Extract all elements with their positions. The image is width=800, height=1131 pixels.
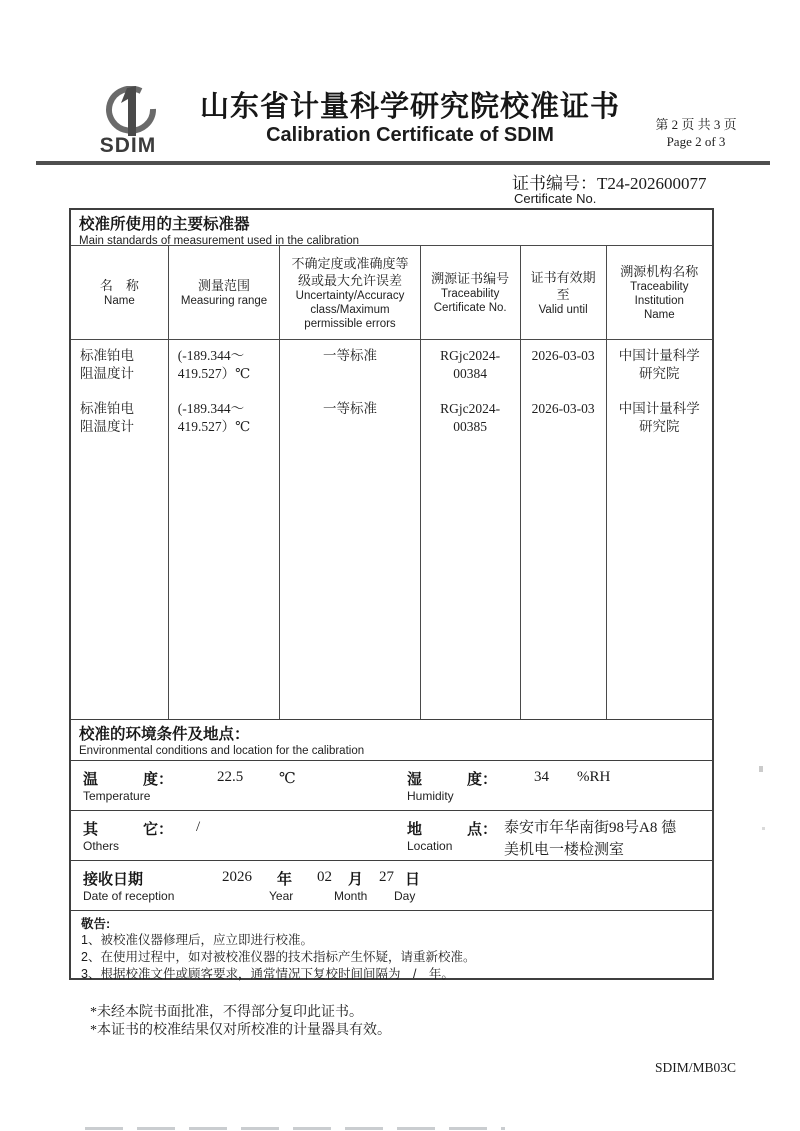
reception-month: 02 bbox=[317, 869, 332, 885]
standards-table bbox=[69, 208, 714, 980]
footer-note: *本证书的校准结果仅对所校准的计量器具有效。 bbox=[90, 1023, 391, 1038]
humidity-label-en: Humidity bbox=[407, 789, 454, 803]
document-code: SDIM/MB03C bbox=[655, 1060, 737, 1075]
humidity-value: 34 bbox=[534, 769, 549, 785]
col-header-institution: 溯源机构名称 Traceability Institution Name bbox=[606, 246, 712, 339]
table-row-cell: 2026-03-03 bbox=[520, 393, 606, 449]
empty-cell bbox=[606, 449, 712, 719]
table-row-cell: 一等标准 bbox=[279, 393, 419, 449]
table-header-row bbox=[71, 245, 712, 339]
table-row-cell: 标准铂电 阻温度计 bbox=[80, 401, 134, 434]
environment-title-en: Environmental conditions and location for the calibration bbox=[79, 745, 365, 757]
environment-title-zh: 校准的环境条件及地点： bbox=[79, 726, 250, 743]
certificate-number-label: 证书编号： bbox=[512, 174, 597, 193]
empty-cell bbox=[520, 449, 606, 719]
table-row-cell: (-189.344～ 419.527）℃ bbox=[168, 393, 280, 449]
notice-section bbox=[71, 910, 712, 982]
table-body bbox=[71, 339, 712, 719]
certificate-number-label-en: Certificate No. bbox=[514, 191, 597, 206]
empty-cell bbox=[420, 449, 520, 719]
reception-month-unit: 月 bbox=[348, 871, 364, 888]
footer-note: *未经本院书面批准，不得部分复印此证书。 bbox=[90, 1005, 363, 1020]
col-header-name: 名 称 Name bbox=[99, 278, 139, 307]
reception-day-en: Day bbox=[394, 889, 416, 903]
humidity-label: 湿 度： bbox=[407, 771, 498, 788]
table-row-cell: 中国计量科学 研究院 bbox=[606, 393, 712, 449]
location-value-line1: 泰安市年华南街98号A8 德 bbox=[504, 820, 677, 836]
reception-date-row bbox=[71, 860, 712, 910]
notice-item: 3、根据校准文件或顾客要求，通常情况下复校时间间隔为 / 年。 bbox=[81, 967, 454, 981]
reception-year-unit: 年 bbox=[277, 871, 293, 888]
page-number-en: Page 2 of 3 bbox=[666, 134, 726, 149]
page-number-zh: 第 2 页 共 3 页 bbox=[655, 117, 737, 132]
page-number bbox=[642, 116, 750, 150]
col-header-valid-until: 证书有效期 至 Valid until bbox=[520, 246, 606, 339]
table-row-cell: 中国计量科学 研究院 bbox=[606, 340, 712, 393]
temperature-label-en: Temperature bbox=[83, 789, 151, 803]
reception-month-en: Month bbox=[334, 889, 368, 903]
footer-notes bbox=[90, 1004, 391, 1040]
col-header-uncertainty: 不确定度或准确度等 级或最大允许误差 Uncertainty/Accuracy class/Maximum permissible errors bbox=[279, 246, 419, 339]
header-divider bbox=[36, 161, 770, 165]
location-label-en: Location bbox=[407, 839, 453, 853]
notice-title: 敬告: bbox=[81, 917, 111, 931]
empty-cell bbox=[168, 449, 280, 719]
reception-day: 27 bbox=[379, 869, 394, 885]
col-header-traceability-cert: 溯源证书编号 Traceability Certificate No. bbox=[420, 246, 520, 339]
temperature-label: 温 度： bbox=[83, 771, 174, 788]
reception-day-unit: 日 bbox=[405, 871, 421, 888]
temperature-humidity-row bbox=[71, 760, 712, 810]
scan-artifact bbox=[85, 1127, 505, 1130]
humidity-unit: %RH bbox=[577, 769, 611, 785]
notice-item: 1、被校准仪器修理后，应立即进行校准。 bbox=[81, 933, 313, 947]
environment-section-title bbox=[71, 719, 712, 760]
reception-year-en: Year bbox=[269, 889, 294, 903]
notice-item: 2、在使用过程中，如对被校准仪器的技术指标产生怀疑，请重新校准。 bbox=[81, 950, 476, 964]
table-row-cell: (-189.344～ 419.527）℃ bbox=[168, 340, 280, 393]
table-row-cell: 2026-03-03 bbox=[520, 340, 606, 393]
reception-label-en: Date of reception bbox=[83, 889, 175, 903]
location-value-line2: 美机电一楼检测室 bbox=[504, 842, 625, 858]
table-row-cell: 标准铂电 阻温度计 bbox=[80, 348, 134, 381]
scan-artifact bbox=[762, 827, 765, 830]
standards-title-zh: 校准所使用的主要标准器 bbox=[79, 216, 250, 233]
table-row-cell: 一等标准 bbox=[279, 340, 419, 393]
page-title-en: Calibration Certificate of SDIM bbox=[266, 124, 554, 146]
reception-label: 接收日期 bbox=[83, 871, 144, 888]
logo-label: SDIM bbox=[99, 134, 157, 157]
temperature-value: 22.5 bbox=[217, 769, 244, 785]
col-header-range: 测量范围 Measuring range bbox=[168, 246, 280, 339]
standards-title-en: Main standards of measurement used in the calibration bbox=[79, 235, 359, 247]
others-label-en: Others bbox=[83, 839, 120, 853]
others-location-row bbox=[71, 810, 712, 860]
table-row-cell: RGjc2024- 00384 bbox=[420, 340, 520, 393]
empty-cell bbox=[71, 449, 168, 719]
sdim-logo-icon bbox=[95, 86, 161, 138]
reception-year: 2026 bbox=[222, 869, 252, 885]
others-label: 其 它： bbox=[83, 821, 174, 838]
location-label: 地 点： bbox=[407, 821, 498, 838]
temperature-unit: ℃ bbox=[279, 771, 296, 787]
sdim-logo bbox=[72, 86, 184, 158]
certificate-number-value: T24-202600077 bbox=[597, 174, 707, 193]
page-title: 山东省计量科学研究院校准证书 bbox=[199, 91, 620, 123]
scan-artifact bbox=[759, 766, 763, 772]
standards-section-title bbox=[71, 210, 712, 245]
empty-cell bbox=[279, 449, 419, 719]
others-value: / bbox=[196, 819, 201, 835]
table-row-cell: RGjc2024- 00385 bbox=[420, 393, 520, 449]
